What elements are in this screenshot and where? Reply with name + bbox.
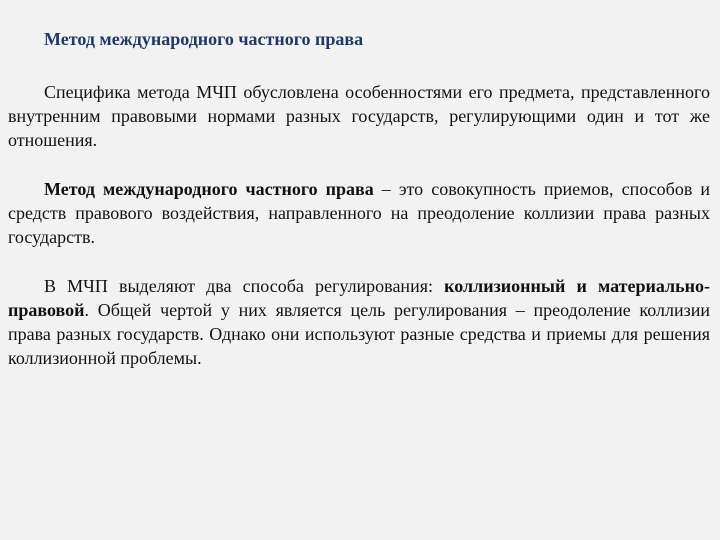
method-substantive-law: материально-правовой [8,276,710,320]
paragraph-method-specifics [8,80,710,152]
definition-text: – это совокупность приемов, способов и средств правового воздействия, направленного на преодоление коллизии права разных государств. [8,179,710,247]
lead-text: В МЧП выделяют два способа регулирования: [44,276,445,296]
method-conflict-of-laws: коллизионный [444,276,566,296]
method-connector: и [565,276,598,296]
slide-title: Метод международного частного права [44,29,364,49]
defined-term: Метод международного частного права [44,179,374,199]
slide-body [8,80,710,395]
paragraph-method-definition [8,177,710,249]
rest-text: . Общей чертой у них является цель регулирования – преодоление коллизии права разных государств. Однако они используют разные средства и приемы для решения коллизионной проблемы. [8,300,710,368]
paragraph-text: Специфика метода МЧП обусловлена особенностями его предмета, представленного внутренним правовыми нормами разных государств, регулирующими один и тот же отношения. [8,82,710,150]
paragraph-regulation-methods [8,274,710,370]
